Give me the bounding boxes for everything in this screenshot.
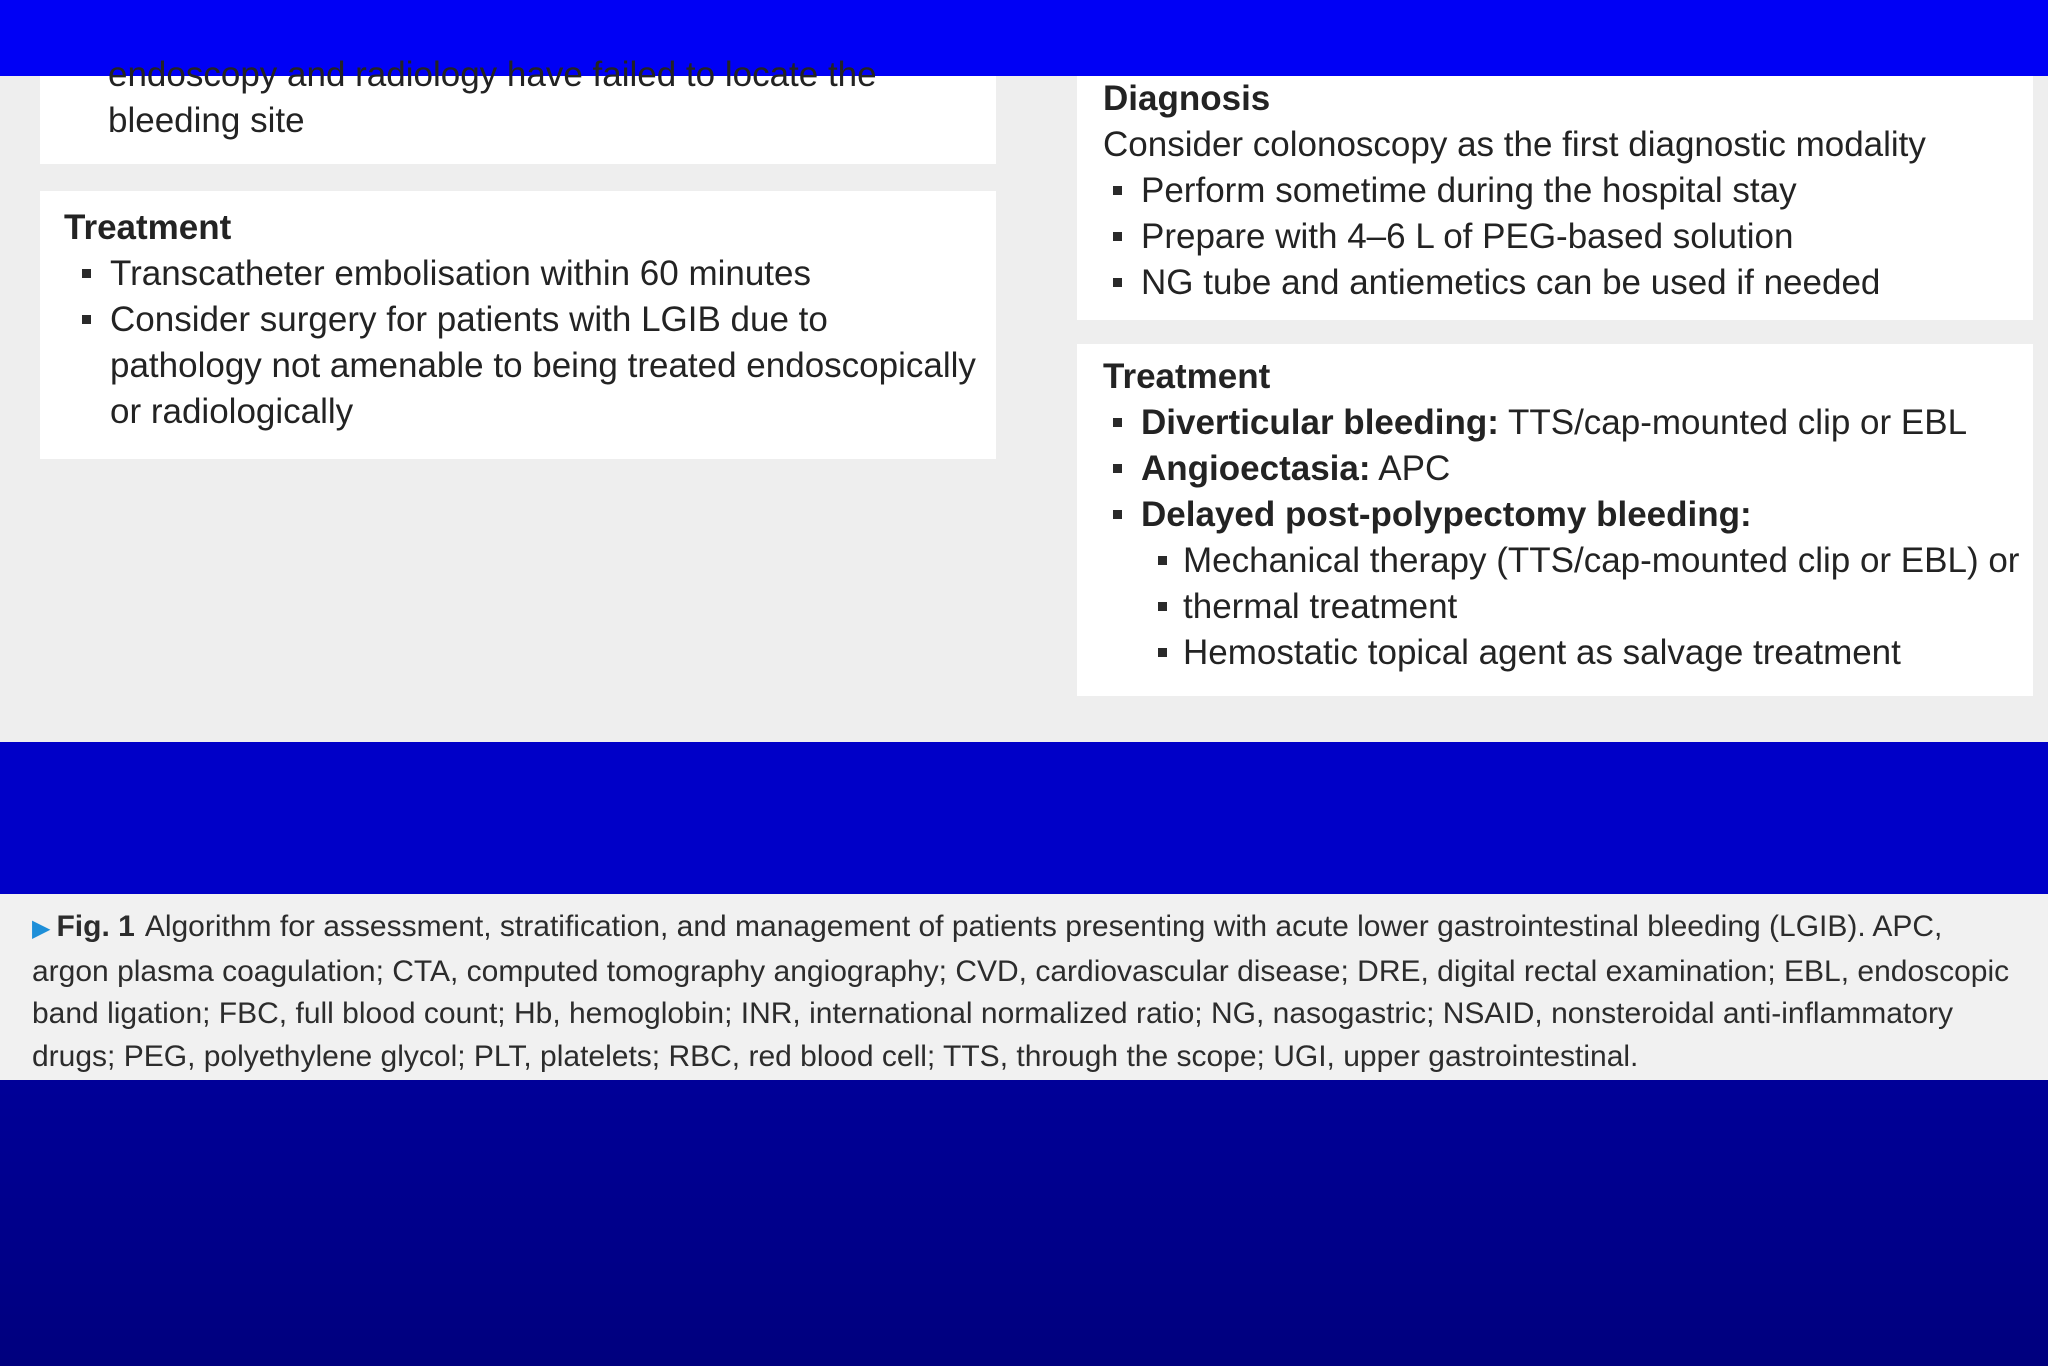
diagnosis-list (1103, 168, 2023, 306)
left-treatment-item: Consider surgery for patients with LGIB due to pathology not amenable to being treated endoscopically or radiologically (72, 297, 986, 435)
diagnosis-item: Perform sometime during the hospital stay (1103, 168, 2023, 214)
caption-text: Algorithm for assessment, stratification, and management of patients presenting with acute lower gastrointestinal bleeding (LGIB). APC, argon plasma coagulation; CTA, computed tomography angiography; CVD, cardiovascular disease; DRE, digital rectal examination; EBL, endoscopic band ligation; FBC, full blood count; Hb, hemoglobin; INR, international normalized ratio; NG, nasogastric; NSAID, nonsteroidal anti-inflammatory drugs; PEG, polyethylene glycol; PLT, platelets; RBC, red blood cell; TTS, through the scope; UGI, upper gastrointestinal. (32, 910, 2010, 1073)
diagnosis-item: NG tube and antiemetics can be used if needed (1103, 260, 2023, 306)
right-treatment-subitem: Mechanical therapy (TTS/cap-mounted clip or EBL) or (1103, 538, 2023, 584)
diagnosis-intro: Consider colonoscopy as the first diagnostic modality (1103, 125, 1926, 164)
treatment-label: Delayed post-polypectomy bleeding: (1141, 495, 1752, 534)
diagnosis-heading: Diagnosis (1103, 79, 1271, 118)
right-treatment-item (1103, 400, 2023, 446)
radiology-note-line-1: endoscopy and radiology have failed to locate the (108, 55, 877, 94)
figure-panel (0, 55, 2048, 742)
treatment-text: TTS/cap-mounted clip or EBL (1498, 403, 1968, 442)
radiology-note-line-2: bleeding site (108, 101, 305, 140)
right-treatment-list (1103, 400, 2023, 676)
caption-figure-label: Fig. 1 (56, 910, 135, 943)
box-radiology-note (40, 55, 996, 164)
figure-caption (32, 906, 2022, 1078)
left-treatment-heading: Treatment (64, 208, 232, 247)
right-treatment-subitem: Hemostatic topical agent as salvage treatment (1103, 630, 2023, 676)
treatment-label: Angioectasia: (1141, 449, 1371, 488)
slide-bottom-band (0, 1080, 2048, 1366)
treatment-label: Diverticular bleeding: (1141, 403, 1499, 442)
treatment-text: APC (1370, 449, 1451, 488)
slide-blue-band (0, 742, 2048, 894)
right-treatment-item (1103, 492, 2023, 538)
caption-marker-icon: ▶ (32, 915, 51, 942)
right-treatment-heading: Treatment (1103, 357, 1271, 396)
right-treatment-item (1103, 446, 2023, 492)
left-treatment-list (72, 251, 986, 435)
diagnosis-item: Prepare with 4–6 L of PEG-based solution (1103, 214, 2023, 260)
right-treatment-subitem: thermal treatment (1103, 584, 2023, 630)
left-treatment-item: Transcatheter embolisation within 60 minutes (72, 251, 986, 297)
box-left-treatment (40, 191, 996, 459)
box-right-treatment (1077, 344, 2033, 696)
box-diagnosis (1077, 76, 2033, 320)
